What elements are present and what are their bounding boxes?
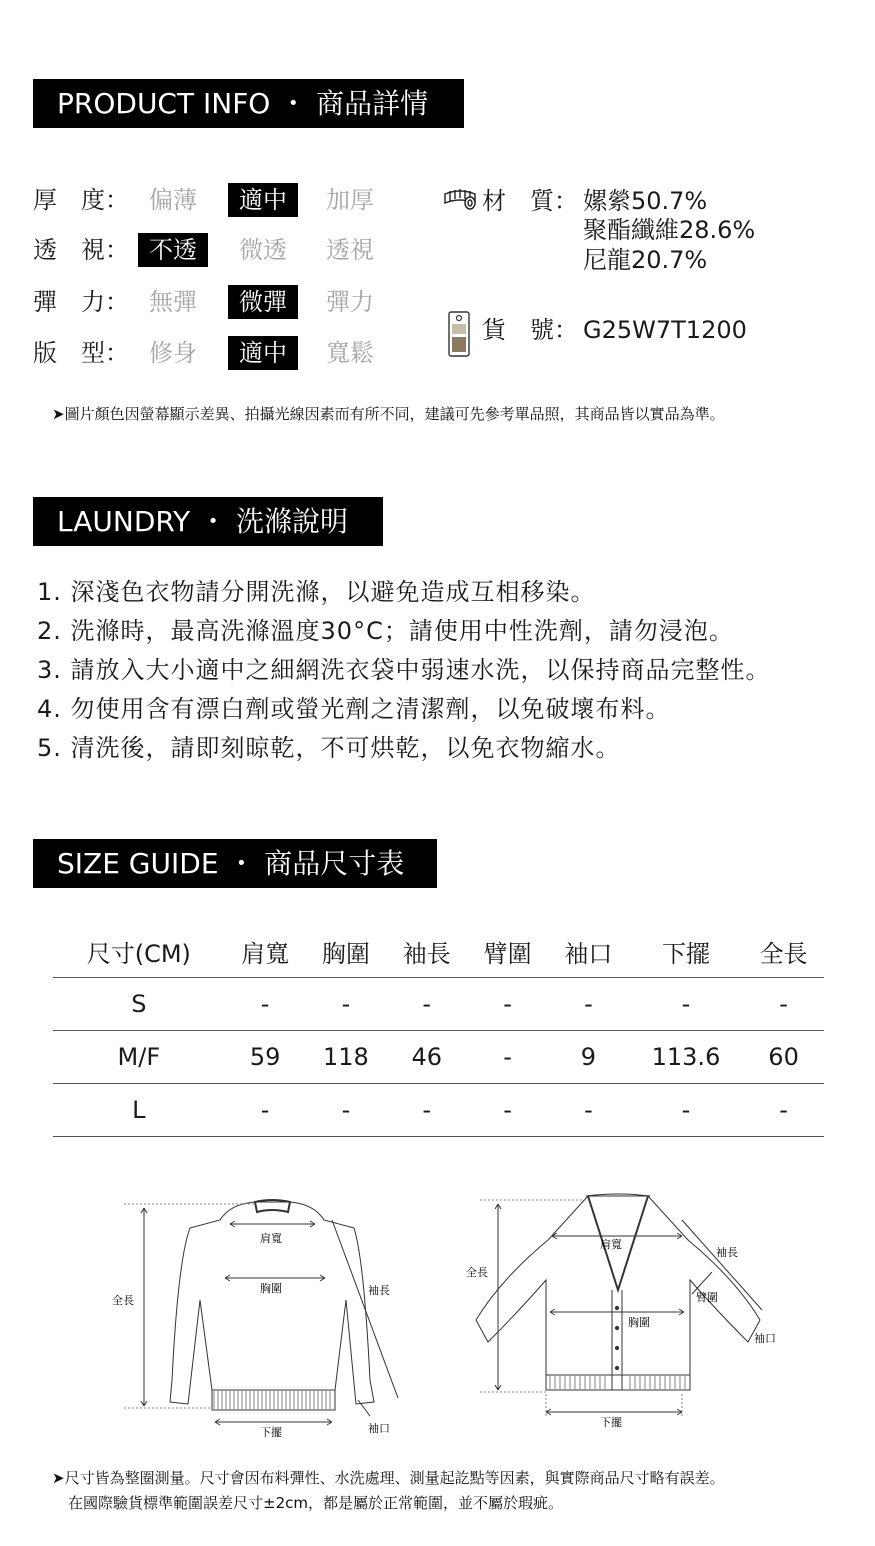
size-value-cell: - [629, 1084, 743, 1137]
laundry-header: LAUNDRY ・ 洗滌說明 [33, 497, 383, 546]
attribute-option: 透視 [326, 236, 374, 264]
material-value-1: 嫘縈50.7% [583, 187, 708, 215]
attribute-option: 寬鬆 [326, 339, 374, 367]
size-column-header: 胸圍 [306, 925, 387, 978]
size-value-cell: - [467, 1084, 548, 1137]
attribute-option-selected: 適中 [228, 183, 298, 217]
size-value-cell: 113.6 [629, 1031, 743, 1084]
size-table [53, 925, 824, 1137]
sweater-diagram [100, 1190, 420, 1440]
material-icon [442, 186, 478, 212]
attribute-option: 無彈 [149, 288, 197, 316]
tag-icon [447, 310, 471, 358]
attribute-option: 彈力 [326, 288, 374, 316]
size-value-cell: 118 [306, 1031, 387, 1084]
material-value-2: 聚酯纖維28.6% [583, 216, 756, 244]
size-value-cell: - [548, 1084, 629, 1137]
size-column-header: 袖長 [386, 925, 467, 978]
cardigan-diagram [460, 1190, 790, 1440]
attribute-option: 修身 [149, 339, 197, 367]
laundry-item: 4. 勿使用含有漂白劑或螢光劑之清潔劑，以免破壞布料。 [37, 695, 671, 723]
size-column-header: 袖口 [548, 925, 629, 978]
attribute-label: 透 視： [33, 236, 129, 264]
size-value-cell: - [386, 978, 467, 1031]
size-value-cell: - [743, 978, 824, 1031]
size-value-cell: - [548, 978, 629, 1031]
size-value-cell: 59 [225, 1031, 306, 1084]
size-value-cell: - [306, 1084, 387, 1137]
sku-label: 貨 號： [482, 316, 578, 344]
cardigan-sleeve-label: 袖長 [716, 1246, 738, 1259]
attribute-option-selected: 適中 [228, 336, 298, 370]
cardigan-chest-label: 胸圍 [628, 1316, 650, 1329]
laundry-item: 2. 洗滌時，最高洗滌溫度30°C；請使用中性洗劑，請勿浸泡。 [37, 617, 734, 645]
size-guide-header: SIZE GUIDE ・ 商品尺寸表 [33, 839, 437, 888]
size-value-cell: 60 [743, 1031, 824, 1084]
cardigan-cuff-label: 袖口 [754, 1332, 776, 1345]
size-column-header: 臂圍 [467, 925, 548, 978]
laundry-item: 5. 清洗後，請即刻晾乾，不可烘乾，以免衣物縮水。 [37, 734, 621, 762]
sweater-chest-label: 胸圍 [260, 1282, 282, 1295]
cardigan-shoulder-label: 肩寬 [600, 1238, 622, 1251]
size-value-cell: 46 [386, 1031, 467, 1084]
sweater-length-label: 全長 [112, 1294, 134, 1307]
attribute-label: 彈 力： [33, 288, 129, 316]
size-table-header [53, 925, 824, 978]
product-info-header: PRODUCT INFO ・ 商品詳情 [33, 79, 464, 128]
cardigan-hem-label: 下擺 [600, 1416, 622, 1429]
attribute-label: 版 型： [33, 339, 129, 367]
laundry-item: 3. 請放入大小適中之細網洗衣袋中弱速水洗，以保持商品完整性。 [37, 656, 771, 684]
cardigan-length-label: 全長 [466, 1266, 488, 1279]
sku-value: G25W7T1200 [583, 316, 747, 344]
size-note-1: ➤尺寸皆為整圈測量。尺寸會因布料彈性、水洗處理、測量起訖點等因素，與實際商品尺寸略有誤差。 [52, 1469, 725, 1487]
size-value-cell: - [225, 1084, 306, 1137]
size-value-cell: - [629, 978, 743, 1031]
size-value-cell: - [306, 978, 387, 1031]
size-value-cell: - [386, 1084, 467, 1137]
size-column-header: 尺寸(CM) [53, 925, 225, 978]
size-note-2: 在國際驗貨標準範圍誤差尺寸±2cm，都是屬於正常範圍，並不屬於瑕疵。 [68, 1494, 563, 1512]
laundry-item: 1. 深淺色衣物請分開洗滌，以避免造成互相移染。 [37, 578, 596, 606]
size-column-header: 肩寬 [225, 925, 306, 978]
attribute-option: 加厚 [326, 186, 374, 214]
size-value-cell: - [467, 1031, 548, 1084]
attribute-option: 偏薄 [149, 186, 197, 214]
size-label-cell: L [53, 1084, 225, 1137]
table-row [53, 1084, 824, 1137]
sweater-cuff-label: 袖口 [368, 1422, 390, 1435]
size-value-cell: - [467, 978, 548, 1031]
cardigan-arm-label: 臂圍 [696, 1291, 718, 1304]
attribute-option-selected: 微彈 [228, 285, 298, 319]
size-column-header: 全長 [743, 925, 824, 978]
material-label: 材 質： [482, 187, 578, 215]
size-column-header: 下擺 [629, 925, 743, 978]
product-info-note: ➤圖片顏色因螢幕顯示差異、拍攝光線因素而有所不同，建議可先參考單品照，其商品皆以實品為準。 [52, 405, 725, 423]
size-value-cell: 9 [548, 1031, 629, 1084]
table-row [53, 978, 824, 1031]
size-label-cell: M/F [53, 1031, 225, 1084]
size-label-cell: S [53, 978, 225, 1031]
attribute-option-selected: 不透 [138, 233, 208, 267]
attribute-option: 微透 [239, 236, 287, 264]
size-value-cell: - [743, 1084, 824, 1137]
sweater-shoulder-label: 肩寬 [260, 1232, 282, 1245]
material-value-3: 尼龍20.7% [583, 246, 708, 274]
table-row [53, 1031, 824, 1084]
sweater-sleeve-label: 袖長 [368, 1284, 390, 1297]
attribute-label: 厚 度： [33, 186, 129, 214]
sweater-hem-label: 下擺 [260, 1426, 282, 1439]
size-value-cell: - [225, 978, 306, 1031]
